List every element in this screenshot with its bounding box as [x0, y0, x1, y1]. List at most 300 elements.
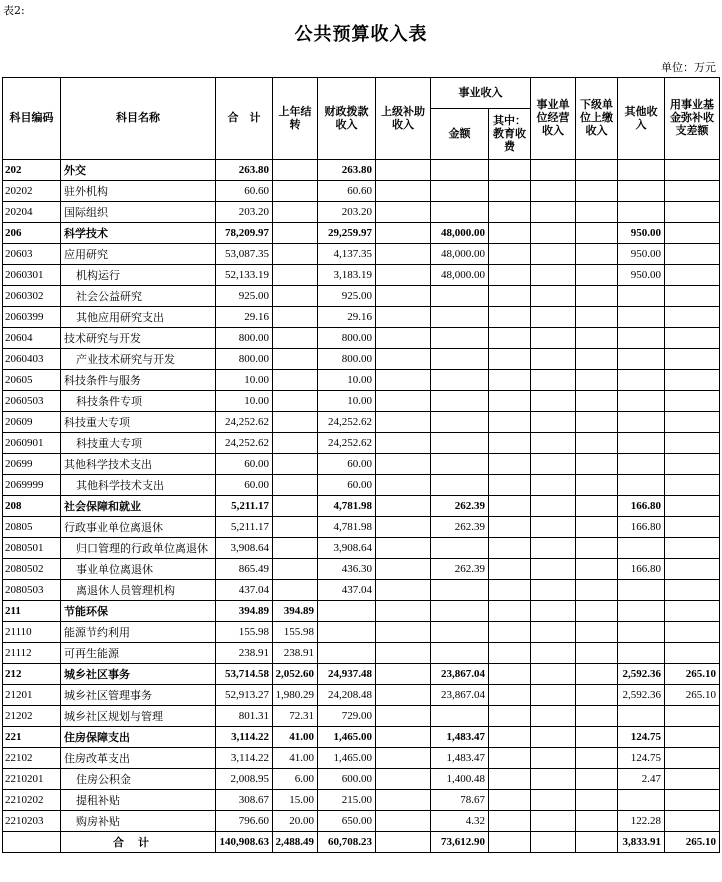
- row-subordinate: [576, 265, 618, 286]
- row-fund-balance: [665, 748, 720, 769]
- row-code: 202: [3, 160, 61, 181]
- row-business-edu: [489, 538, 531, 559]
- row-carryover: 155.98: [273, 622, 318, 643]
- row-fund-balance: [665, 559, 720, 580]
- row-fund-balance: [665, 370, 720, 391]
- row-business-edu: [489, 580, 531, 601]
- row-superior: [376, 790, 431, 811]
- row-code: 2210202: [3, 790, 61, 811]
- row-subordinate: [576, 286, 618, 307]
- row-fiscal: 800.00: [318, 328, 376, 349]
- table-row: [3, 307, 720, 328]
- row-fund-balance: [665, 265, 720, 286]
- row-carryover: [273, 517, 318, 538]
- row-fund-balance: [665, 454, 720, 475]
- row-business-edu: [489, 790, 531, 811]
- row-name: 可再生能源: [61, 643, 216, 664]
- row-other: [618, 349, 665, 370]
- row-code: 2060302: [3, 286, 61, 307]
- row-code: 20609: [3, 412, 61, 433]
- row-superior: [376, 622, 431, 643]
- table-row: [3, 454, 720, 475]
- row-other: [618, 790, 665, 811]
- total-fiscal: 60,708.23: [318, 832, 376, 853]
- row-subordinate: [576, 307, 618, 328]
- row-total: 53,087.35: [216, 244, 273, 265]
- row-business-amount: 48,000.00: [431, 223, 489, 244]
- row-code: 2210203: [3, 811, 61, 832]
- col-header-name: 科目名称: [61, 78, 216, 160]
- row-carryover: 394.89: [273, 601, 318, 622]
- col-header-total: 合 计: [216, 78, 273, 160]
- row-business-amount: 1,483.47: [431, 727, 489, 748]
- row-fiscal: 925.00: [318, 286, 376, 307]
- row-other: [618, 622, 665, 643]
- row-name: 科学技术: [61, 223, 216, 244]
- row-fiscal: 24,208.48: [318, 685, 376, 706]
- row-code: 2069999: [3, 475, 61, 496]
- row-carryover: [273, 307, 318, 328]
- row-fiscal: 4,137.35: [318, 244, 376, 265]
- row-code: 22102: [3, 748, 61, 769]
- row-fund-balance: [665, 412, 720, 433]
- row-total: 60.00: [216, 454, 273, 475]
- row-total: 437.04: [216, 580, 273, 601]
- row-business-edu: [489, 769, 531, 790]
- row-fund-balance: [665, 391, 720, 412]
- row-fiscal: 729.00: [318, 706, 376, 727]
- row-subordinate: [576, 433, 618, 454]
- row-other: 166.80: [618, 496, 665, 517]
- row-total: 796.60: [216, 811, 273, 832]
- row-business-amount: [431, 475, 489, 496]
- row-subordinate: [576, 643, 618, 664]
- row-business-edu: [489, 727, 531, 748]
- table-body: [3, 160, 720, 832]
- table-row: [3, 244, 720, 265]
- budget-table: [2, 77, 720, 853]
- row-code: 208: [3, 496, 61, 517]
- row-code: 221: [3, 727, 61, 748]
- col-header-business-group: 事业收入: [431, 78, 531, 109]
- row-fiscal: 436.30: [318, 559, 376, 580]
- row-business-edu: [489, 496, 531, 517]
- row-code: 20202: [3, 181, 61, 202]
- total-business-edu: [489, 832, 531, 853]
- row-total: 78,209.97: [216, 223, 273, 244]
- row-fund-balance: [665, 580, 720, 601]
- row-total: 53,714.58: [216, 664, 273, 685]
- col-header-carryover: 上年结转: [273, 78, 318, 160]
- row-operating: [531, 643, 576, 664]
- row-code: 2060301: [3, 265, 61, 286]
- row-fiscal: 29.16: [318, 307, 376, 328]
- col-header-subordinate: 下级单位上缴收入: [576, 78, 618, 160]
- row-operating: [531, 244, 576, 265]
- row-business-amount: [431, 622, 489, 643]
- row-fiscal: 10.00: [318, 391, 376, 412]
- row-superior: [376, 580, 431, 601]
- row-fund-balance: [665, 244, 720, 265]
- row-business-amount: [431, 580, 489, 601]
- row-name: 城乡社区管理事务: [61, 685, 216, 706]
- table-row: [3, 517, 720, 538]
- row-code: 21112: [3, 643, 61, 664]
- row-fund-balance: [665, 643, 720, 664]
- row-business-edu: [489, 601, 531, 622]
- row-other: [618, 643, 665, 664]
- row-operating: [531, 601, 576, 622]
- table-row: [3, 391, 720, 412]
- row-fund-balance: [665, 307, 720, 328]
- row-carryover: [273, 412, 318, 433]
- row-subordinate: [576, 664, 618, 685]
- row-code: 20204: [3, 202, 61, 223]
- total-total: 140,908.63: [216, 832, 273, 853]
- row-operating: [531, 370, 576, 391]
- row-name: 机构运行: [61, 265, 216, 286]
- row-subordinate: [576, 748, 618, 769]
- row-other: [618, 454, 665, 475]
- row-fund-balance: [665, 727, 720, 748]
- row-code: 2060901: [3, 433, 61, 454]
- row-business-edu: [489, 706, 531, 727]
- row-total: 24,252.62: [216, 433, 273, 454]
- row-fund-balance: [665, 433, 720, 454]
- row-total: 155.98: [216, 622, 273, 643]
- row-name: 住房公积金: [61, 769, 216, 790]
- col-header-fiscal: 财政拨款收入: [318, 78, 376, 160]
- row-superior: [376, 412, 431, 433]
- row-total: 3,908.64: [216, 538, 273, 559]
- row-business-amount: [431, 643, 489, 664]
- row-code: 2060403: [3, 349, 61, 370]
- row-business-edu: [489, 811, 531, 832]
- row-operating: [531, 475, 576, 496]
- row-other: 950.00: [618, 223, 665, 244]
- row-subordinate: [576, 244, 618, 265]
- row-subordinate: [576, 559, 618, 580]
- col-header-business-amount: 金额: [431, 109, 489, 160]
- row-name: 城乡社区规划与管理: [61, 706, 216, 727]
- row-total: 3,114.22: [216, 748, 273, 769]
- row-name: 其他科学技术支出: [61, 475, 216, 496]
- row-subordinate: [576, 727, 618, 748]
- table-row: [3, 265, 720, 286]
- table-row: [3, 601, 720, 622]
- row-name: 离退休人员管理机构: [61, 580, 216, 601]
- row-business-edu: [489, 160, 531, 181]
- row-business-amount: 48,000.00: [431, 244, 489, 265]
- row-total: 800.00: [216, 328, 273, 349]
- row-subordinate: [576, 769, 618, 790]
- row-total: 263.80: [216, 160, 273, 181]
- row-total: 5,211.17: [216, 517, 273, 538]
- row-fund-balance: [665, 349, 720, 370]
- row-other: 122.28: [618, 811, 665, 832]
- row-superior: [376, 223, 431, 244]
- row-other: 950.00: [618, 265, 665, 286]
- row-business-edu: [489, 202, 531, 223]
- row-fiscal: 60.00: [318, 454, 376, 475]
- row-business-amount: 1,400.48: [431, 769, 489, 790]
- row-subordinate: [576, 223, 618, 244]
- row-operating: [531, 559, 576, 580]
- row-superior: [376, 496, 431, 517]
- col-header-operating: 事业单位经营收入: [531, 78, 576, 160]
- row-superior: [376, 601, 431, 622]
- row-fiscal: 10.00: [318, 370, 376, 391]
- row-code: 20805: [3, 517, 61, 538]
- row-carryover: [273, 370, 318, 391]
- row-total: 5,211.17: [216, 496, 273, 517]
- row-operating: [531, 286, 576, 307]
- row-superior: [376, 517, 431, 538]
- row-business-amount: [431, 349, 489, 370]
- row-other: [618, 307, 665, 328]
- row-total: 3,114.22: [216, 727, 273, 748]
- row-business-edu: [489, 748, 531, 769]
- row-superior: [376, 286, 431, 307]
- row-other: 166.80: [618, 517, 665, 538]
- table-row: [3, 664, 720, 685]
- row-business-amount: [431, 433, 489, 454]
- row-carryover: 41.00: [273, 727, 318, 748]
- row-total: 203.20: [216, 202, 273, 223]
- row-subordinate: [576, 181, 618, 202]
- row-operating: [531, 349, 576, 370]
- table-row: [3, 286, 720, 307]
- row-business-edu: [489, 622, 531, 643]
- row-subordinate: [576, 202, 618, 223]
- row-subordinate: [576, 349, 618, 370]
- row-fiscal: 215.00: [318, 790, 376, 811]
- row-superior: [376, 328, 431, 349]
- row-fund-balance: [665, 475, 720, 496]
- row-fiscal: 24,252.62: [318, 433, 376, 454]
- row-business-edu: [489, 223, 531, 244]
- row-total: 60.60: [216, 181, 273, 202]
- row-superior: [376, 202, 431, 223]
- row-carryover: 15.00: [273, 790, 318, 811]
- row-subordinate: [576, 538, 618, 559]
- row-carryover: 72.31: [273, 706, 318, 727]
- row-business-amount: [431, 286, 489, 307]
- row-total: 60.00: [216, 475, 273, 496]
- row-other: [618, 160, 665, 181]
- row-total: 24,252.62: [216, 412, 273, 433]
- col-header-other: 其他收入: [618, 78, 665, 160]
- table-row: [3, 475, 720, 496]
- row-business-amount: 1,483.47: [431, 748, 489, 769]
- table-tag: 表2:: [3, 4, 25, 17]
- row-fiscal: 1,465.00: [318, 748, 376, 769]
- table-row: [3, 433, 720, 454]
- table-row: [3, 223, 720, 244]
- row-business-edu: [489, 349, 531, 370]
- row-operating: [531, 769, 576, 790]
- total-operating: [531, 832, 576, 853]
- row-business-amount: [431, 307, 489, 328]
- row-business-amount: 78.67: [431, 790, 489, 811]
- row-business-edu: [489, 181, 531, 202]
- row-business-edu: [489, 559, 531, 580]
- row-superior: [376, 643, 431, 664]
- row-total: 925.00: [216, 286, 273, 307]
- total-label: 合计: [61, 832, 216, 853]
- row-code: 20604: [3, 328, 61, 349]
- row-business-edu: [489, 475, 531, 496]
- total-code-cell: [3, 832, 61, 853]
- row-subordinate: [576, 412, 618, 433]
- row-carryover: [273, 223, 318, 244]
- row-superior: [376, 391, 431, 412]
- row-business-edu: [489, 307, 531, 328]
- row-fund-balance: [665, 622, 720, 643]
- row-superior: [376, 265, 431, 286]
- row-operating: [531, 580, 576, 601]
- row-operating: [531, 706, 576, 727]
- row-business-edu: [489, 412, 531, 433]
- total-superior: [376, 832, 431, 853]
- row-name: 驻外机构: [61, 181, 216, 202]
- row-name: 产业技术研究与开发: [61, 349, 216, 370]
- row-business-edu: [489, 244, 531, 265]
- row-name: 科技条件与服务: [61, 370, 216, 391]
- row-carryover: 1,980.29: [273, 685, 318, 706]
- row-operating: [531, 538, 576, 559]
- row-code: 212: [3, 664, 61, 685]
- row-fiscal: 1,465.00: [318, 727, 376, 748]
- row-fiscal: 650.00: [318, 811, 376, 832]
- row-total: 865.49: [216, 559, 273, 580]
- row-fiscal: 29,259.97: [318, 223, 376, 244]
- row-superior: [376, 181, 431, 202]
- row-business-edu: [489, 433, 531, 454]
- row-fund-balance: [665, 202, 720, 223]
- row-other: 124.75: [618, 727, 665, 748]
- row-code: 2060503: [3, 391, 61, 412]
- row-carryover: [273, 391, 318, 412]
- row-business-amount: [431, 328, 489, 349]
- row-code: 20605: [3, 370, 61, 391]
- row-carryover: 20.00: [273, 811, 318, 832]
- row-name: 行政事业单位离退休: [61, 517, 216, 538]
- row-fiscal: [318, 643, 376, 664]
- row-carryover: [273, 181, 318, 202]
- table-row: [3, 769, 720, 790]
- row-operating: [531, 496, 576, 517]
- row-operating: [531, 748, 576, 769]
- row-superior: [376, 307, 431, 328]
- table-row: [3, 496, 720, 517]
- table-row: [3, 622, 720, 643]
- row-subordinate: [576, 454, 618, 475]
- row-other: [618, 580, 665, 601]
- total-carryover: 2,488.49: [273, 832, 318, 853]
- row-name: 购房补贴: [61, 811, 216, 832]
- row-business-edu: [489, 391, 531, 412]
- row-other: [618, 391, 665, 412]
- row-fund-balance: [665, 496, 720, 517]
- row-business-edu: [489, 685, 531, 706]
- row-business-amount: [431, 454, 489, 475]
- row-carryover: 6.00: [273, 769, 318, 790]
- row-business-edu: [489, 370, 531, 391]
- row-operating: [531, 328, 576, 349]
- row-superior: [376, 160, 431, 181]
- row-business-amount: [431, 181, 489, 202]
- row-fund-balance: 265.10: [665, 685, 720, 706]
- row-code: 2080502: [3, 559, 61, 580]
- row-other: [618, 538, 665, 559]
- row-operating: [531, 412, 576, 433]
- row-fiscal: 263.80: [318, 160, 376, 181]
- row-subordinate: [576, 601, 618, 622]
- total-row: [3, 832, 720, 853]
- row-total: 10.00: [216, 391, 273, 412]
- row-fund-balance: [665, 538, 720, 559]
- row-other: 950.00: [618, 244, 665, 265]
- row-superior: [376, 538, 431, 559]
- row-business-amount: [431, 412, 489, 433]
- row-operating: [531, 811, 576, 832]
- row-carryover: [273, 454, 318, 475]
- row-business-edu: [489, 664, 531, 685]
- row-code: 206: [3, 223, 61, 244]
- row-fiscal: [318, 622, 376, 643]
- table-row: [3, 559, 720, 580]
- row-business-amount: 23,867.04: [431, 664, 489, 685]
- row-code: 2210201: [3, 769, 61, 790]
- row-subordinate: [576, 517, 618, 538]
- row-superior: [376, 349, 431, 370]
- row-business-amount: [431, 391, 489, 412]
- row-carryover: [273, 286, 318, 307]
- row-name: 外交: [61, 160, 216, 181]
- row-operating: [531, 790, 576, 811]
- row-fiscal: 24,937.48: [318, 664, 376, 685]
- row-carryover: [273, 328, 318, 349]
- unit-label: 单位：万元: [661, 61, 716, 74]
- row-subordinate: [576, 706, 618, 727]
- row-fiscal: 24,252.62: [318, 412, 376, 433]
- row-code: 211: [3, 601, 61, 622]
- row-name: 城乡社区事务: [61, 664, 216, 685]
- row-operating: [531, 727, 576, 748]
- total-business-amount: 73,612.90: [431, 832, 489, 853]
- row-fund-balance: [665, 181, 720, 202]
- row-superior: [376, 559, 431, 580]
- table-header: [3, 78, 720, 160]
- row-superior: [376, 706, 431, 727]
- row-fiscal: 800.00: [318, 349, 376, 370]
- table-row: [3, 706, 720, 727]
- row-fund-balance: [665, 601, 720, 622]
- row-operating: [531, 223, 576, 244]
- row-fiscal: 203.20: [318, 202, 376, 223]
- row-code: 21202: [3, 706, 61, 727]
- row-fund-balance: [665, 328, 720, 349]
- row-business-amount: 262.39: [431, 496, 489, 517]
- table-row: [3, 643, 720, 664]
- row-business-amount: [431, 370, 489, 391]
- row-carryover: [273, 349, 318, 370]
- row-business-edu: [489, 265, 531, 286]
- row-code: 2080501: [3, 538, 61, 559]
- table-row: [3, 181, 720, 202]
- row-superior: [376, 664, 431, 685]
